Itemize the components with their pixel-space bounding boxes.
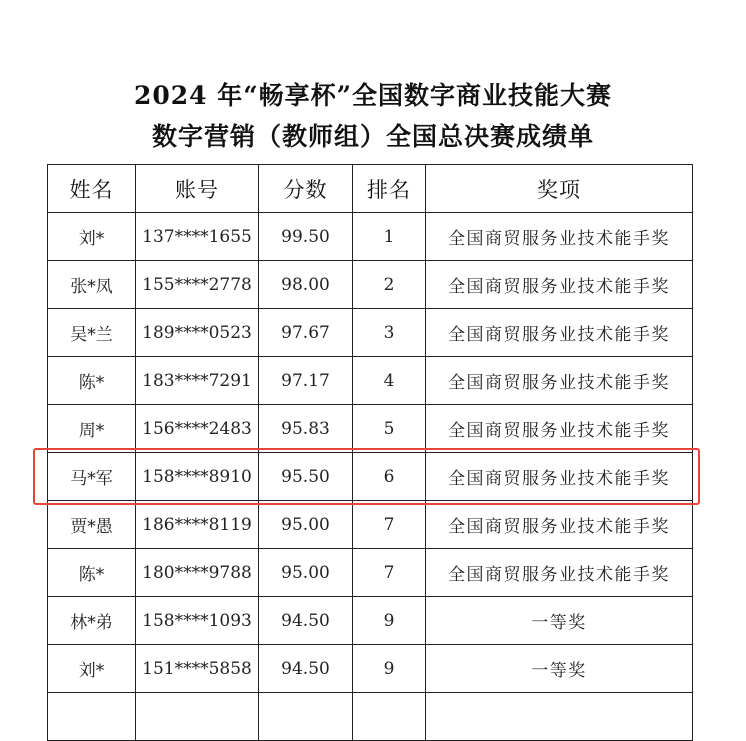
cell-account: 151****5858 <box>136 645 259 693</box>
cell-rank: 7 <box>353 501 426 549</box>
header-award: 奖项 <box>426 165 693 213</box>
cell-award: 全国商贸服务业技术能手奖 <box>426 405 693 453</box>
cell-name: 马*军 <box>48 453 136 501</box>
cell-award: 全国商贸服务业技术能手奖 <box>426 453 693 501</box>
cell-account: 180****9788 <box>136 549 259 597</box>
cell-account: 137****1655 <box>136 213 259 261</box>
cell-rank: 2 <box>353 261 426 309</box>
cell-name: 陈* <box>48 549 136 597</box>
cell-award: 全国商贸服务业技术能手奖 <box>426 501 693 549</box>
table-row <box>48 261 693 309</box>
table-row-partial <box>48 693 693 741</box>
cell-account: 158****1093 <box>136 597 259 645</box>
cell-award: 全国商贸服务业技术能手奖 <box>426 357 693 405</box>
cell-score: 97.67 <box>259 309 353 357</box>
cell-name: 刘* <box>48 645 136 693</box>
document-title: 2024 年“畅享杯”全国数字商业技能大赛 <box>133 81 613 110</box>
cell-account: 183****7291 <box>136 357 259 405</box>
table-row <box>48 357 693 405</box>
cell-score: 94.50 <box>259 597 353 645</box>
table-row <box>48 645 693 693</box>
header-rank: 排名 <box>353 165 426 213</box>
cell-score: 95.50 <box>259 453 353 501</box>
table-header-row <box>48 165 693 213</box>
cell-score: 94.50 <box>259 645 353 693</box>
cell-rank: 9 <box>353 597 426 645</box>
cell-name: 张*凤 <box>48 261 136 309</box>
cell-name: 陈* <box>48 357 136 405</box>
cell-rank: 9 <box>353 645 426 693</box>
cell-name: 贾*愚 <box>48 501 136 549</box>
results-table <box>47 164 693 741</box>
cell-award: 全国商贸服务业技术能手奖 <box>426 213 693 261</box>
cell-rank: 6 <box>353 453 426 501</box>
cell-name: 吴*兰 <box>48 309 136 357</box>
cell-account: 186****8119 <box>136 501 259 549</box>
cell-rank: 3 <box>353 309 426 357</box>
header-name: 姓名 <box>48 165 136 213</box>
cell-award: 一等奖 <box>426 597 693 645</box>
cell-score: 95.00 <box>259 549 353 597</box>
cell-name: 周* <box>48 405 136 453</box>
cell-award: 全国商贸服务业技术能手奖 <box>426 549 693 597</box>
table-row <box>48 405 693 453</box>
cell-award: 全国商贸服务业技术能手奖 <box>426 261 693 309</box>
header-account: 账号 <box>136 165 259 213</box>
cell-rank: 4 <box>353 357 426 405</box>
cell-account: 155****2778 <box>136 261 259 309</box>
table-row <box>48 549 693 597</box>
cell-rank: 5 <box>353 405 426 453</box>
cell-account: 156****2483 <box>136 405 259 453</box>
cell-account: 189****0523 <box>136 309 259 357</box>
cell-score: 99.50 <box>259 213 353 261</box>
cell-name: 林*弟 <box>48 597 136 645</box>
table-row <box>48 597 693 645</box>
cell-score: 97.17 <box>259 357 353 405</box>
cell-score: 95.00 <box>259 501 353 549</box>
table-row <box>48 501 693 549</box>
cell-score: 95.83 <box>259 405 353 453</box>
cell-award: 一等奖 <box>426 645 693 693</box>
header-score: 分数 <box>259 165 353 213</box>
cell-score: 98.00 <box>259 261 353 309</box>
cell-rank: 1 <box>353 213 426 261</box>
cell-award: 全国商贸服务业技术能手奖 <box>426 309 693 357</box>
table-row <box>48 309 693 357</box>
cell-name: 刘* <box>48 213 136 261</box>
cell-rank: 7 <box>353 549 426 597</box>
cell-account: 158****8910 <box>136 453 259 501</box>
table-row-highlighted <box>48 453 693 501</box>
table-row <box>48 213 693 261</box>
document-subtitle: 数字营销（教师组）全国总决赛成绩单 <box>151 122 594 151</box>
